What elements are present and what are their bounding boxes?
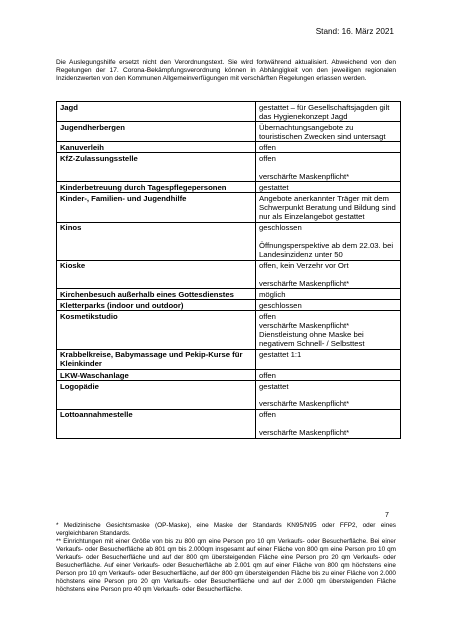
revision-date: Stand: 16. März 2021 — [315, 27, 394, 36]
rule-line: offen — [259, 410, 276, 420]
row-rule — [256, 300, 401, 311]
rule-line: Angebote anerkannter Träger mit dem Schwerpunkt Beratung und Bildung sind nur als Einzelangebot gestattet — [259, 193, 396, 222]
rule-line: Dienstleistung ohne Maske bei negativem Schnell- / Selbsttest — [259, 330, 365, 349]
rule-line: verschärfte Maskenpflicht* — [259, 278, 350, 288]
row-category: Kanuverleih — [57, 142, 256, 153]
table-row — [57, 222, 401, 260]
footnote-mask: * Medizinische Gesichtsmaske (OP-Maske), eine Maske der Standards KN95/N95 oder FFP2, oder eines vergleichbaren Standards. — [56, 522, 396, 537]
row-category: Logopädie — [57, 381, 256, 410]
regulations-table — [56, 101, 401, 439]
row-category: KfZ-Zulassungsstelle — [57, 153, 256, 182]
row-category: Kosmetikstudio — [57, 311, 256, 349]
table-row — [57, 182, 401, 193]
line-gap — [259, 270, 397, 279]
rule-line: offen — [259, 142, 276, 152]
rule-line: offen — [259, 311, 276, 321]
table-row — [57, 289, 401, 300]
row-rule — [256, 153, 401, 182]
rule-line: geschlossen — [259, 223, 302, 233]
row-category: Kirchenbesuch außerhalb eines Gottesdienstes — [57, 289, 256, 300]
row-rule — [256, 260, 401, 289]
row-category: Kinderbetreuung durch Tagespflegepersonen — [57, 182, 256, 193]
row-category: Krabbelkreise, Babymassage und Pekip-Kurse für Kleinkinder — [57, 349, 256, 369]
rule-line: gestattet — [259, 381, 289, 391]
rule-line: offen — [259, 153, 276, 163]
rule-line: verschärfte Maskenpflicht* — [259, 171, 350, 181]
rule-line: gestattet – für Gesellschaftsjagden gilt das Hygienekonzept Jagd — [259, 102, 390, 121]
table-row — [57, 102, 401, 122]
row-rule — [256, 142, 401, 153]
table-row — [57, 193, 401, 222]
table-row — [57, 349, 401, 369]
row-category: Jagd — [57, 102, 256, 122]
line-gap — [259, 163, 397, 172]
row-rule — [256, 409, 401, 438]
row-rule — [256, 381, 401, 410]
line-gap — [259, 232, 397, 241]
table-row — [57, 311, 401, 349]
table-row — [57, 370, 401, 381]
rule-line: geschlossen — [259, 300, 302, 310]
disclaimer-paragraph: Die Auslegungshilfe ersetzt nicht den Verordnungstext. Sie wird fortwährend aktualisiert. Abweichend von den Regelungen der 17. Corona-Bekämpfungsverordnung können in Abhängigkeit von den jeweiligen regionalen Inzidenzwerten von den Kommunen Allgemeinverfügungen mit verschärften Regelungen erlassen werden. — [56, 59, 396, 83]
page-number: 7 — [385, 512, 389, 519]
row-category: Kletterparks (indoor und outdoor) — [57, 300, 256, 311]
row-category: Kinos — [57, 222, 256, 260]
line-gap — [259, 420, 397, 429]
table-row — [57, 300, 401, 311]
row-category: Lottoannahmestelle — [57, 409, 256, 438]
row-rule — [256, 102, 401, 122]
footnotes — [56, 522, 396, 594]
rule-line: offen — [259, 370, 276, 380]
row-rule — [256, 122, 401, 142]
rule-line: verschärfte Maskenpflicht* — [259, 321, 350, 331]
row-rule — [256, 311, 401, 349]
row-category: Kinder-, Familien- und Jugendhilfe — [57, 193, 256, 222]
rule-line: verschärfte Maskenpflicht* — [259, 399, 350, 409]
row-rule — [256, 222, 401, 260]
rule-line: offen, kein Verzehr vor Ort — [259, 261, 349, 270]
row-rule — [256, 289, 401, 300]
rule-line: verschärfte Maskenpflicht* — [259, 428, 350, 438]
table-row — [57, 153, 401, 182]
rule-line: Übernachtungsangebote zu touristischen Zwecken sind untersagt — [259, 122, 386, 141]
table-row — [57, 122, 401, 142]
row-category: Kioske — [57, 260, 256, 289]
row-rule — [256, 182, 401, 193]
footnote-area-limits: ** Einrichtungen mit einer Größe von bis zu 800 qm eine Person pro 10 qm Verkaufs- oder Besucherfläche. Bei einer Verkaufs- oder Besucherfläche ab 801 qm bis 2.000qm insgesamt auf einer Fläche von 800 qm eine Person pro 10 qm Verkaufs- oder Besucherfläche und auf der 800 qm übersteigenden Fläche eine Person pro 20 qm Verkaufs- oder Besucherfläche. Auf einer Verkaufs- oder Besucherfläche ab 2.001 qm auf einer Fläche von 800 qm höchstens eine Person pro 10 qm Verkaufs- oder Besucherfläche, auf der 800 qm übersteigenden Fläche bis zu einer Fläche von 2.000 höchstens eine Person pro 20 qm Verkaufs- oder Besucherfläche und auf der 2.000 qm übersteigenden Fläche höchstens eine Person pro 40 qm Verkaufs- oder Besucherfläche. — [56, 538, 396, 593]
row-rule — [256, 349, 401, 369]
line-gap — [259, 391, 397, 400]
rule-line: möglich — [259, 289, 286, 299]
table-row — [57, 260, 401, 289]
row-rule — [256, 370, 401, 381]
rule-line: Öffnungsperspektive ab dem 22.03. bei Landesinzidenz unter 50 — [259, 240, 394, 259]
table-row — [57, 142, 401, 153]
rule-line: gestattet — [259, 182, 289, 192]
row-rule — [256, 193, 401, 222]
row-category: Jugendherbergen — [57, 122, 256, 142]
table-row — [57, 381, 401, 410]
rule-line: gestattet 1:1 — [259, 350, 302, 360]
row-category: LKW-Waschanlage — [57, 370, 256, 381]
table-row — [57, 409, 401, 438]
